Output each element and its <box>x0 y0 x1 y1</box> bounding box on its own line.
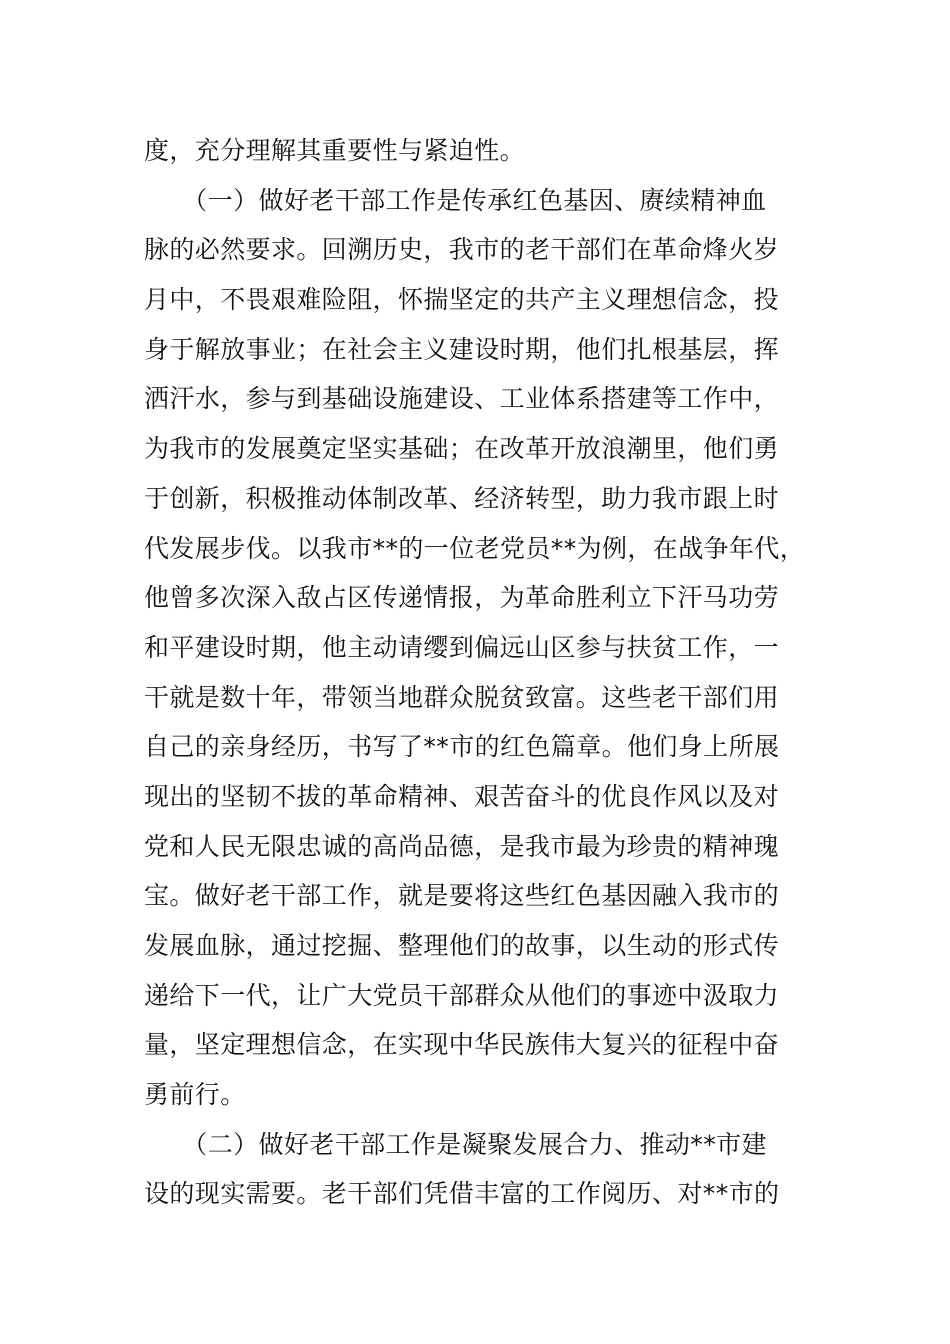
text-line: 代发展步伐。以我市**的一位老党员**为例，在战争年代， <box>144 533 806 563</box>
text-line: 身于解放事业；在社会主义建设时期，他们扎根基层，挥 <box>144 334 780 364</box>
text-line: 洒汗水，参与到基础设施建设、工业体系搭建等工作中， <box>144 384 780 414</box>
text-line: 为我市的发展奠定坚实基础；在改革开放浪潮里，他们勇 <box>144 434 780 464</box>
text-line: 自己的亲身经历，书写了**市的红色篇章。他们身上所展 <box>144 732 780 762</box>
text-line: 和平建设时期，他主动请缨到偏远山区参与扶贫工作，一 <box>144 632 780 662</box>
text-line: （一）做好老干部工作是传承红色基因、赓续精神血 <box>144 185 767 215</box>
text-line: 脉的必然要求。回溯历史，我市的老干部们在革命烽火岁 <box>144 235 780 265</box>
text-line: 勇前行。 <box>144 1080 246 1110</box>
text-line: 于创新，积极推动体制改革、经济转型，助力我市跟上时 <box>144 483 780 513</box>
text-line: 发展血脉，通过挖掘、整理他们的故事，以生动的形式传 <box>144 931 780 960</box>
text-line: 递给下一代，让广大党员干部群众从他们的事迹中汲取力 <box>144 980 780 1010</box>
text-line: 月中，不畏艰难险阻，怀揣坚定的共产主义理想信念，投 <box>144 285 780 315</box>
text-line: 宝。做好老干部工作，就是要将这些红色基因融入我市的 <box>144 881 780 911</box>
text-line: 度，充分理解其重要性与紧迫性。 <box>144 136 526 165</box>
text-line: 现出的坚韧不拔的革命精神、艰苦奋斗的优良作风以及对 <box>144 781 780 811</box>
text-line: 干就是数十年，带领当地群众脱贫致富。这些老干部们用 <box>144 682 780 712</box>
text-line: 量，坚定理想信念，在实现中华民族伟大复兴的征程中奋 <box>144 1030 780 1060</box>
text-line: 设的现实需要。老干部们凭借丰富的工作阅历、对**市的 <box>144 1179 780 1209</box>
text-line: 他曾多次深入敌占区传递情报，为革命胜利立下汗马功劳 <box>144 583 780 613</box>
text-line: 党和人民无限忠诚的高尚品德，是我市最为珍贵的精神瑰 <box>144 831 780 861</box>
body-text <box>144 126 844 1219</box>
text-line: （二）做好老干部工作是凝聚发展合力、推动**市建 <box>144 1129 767 1159</box>
